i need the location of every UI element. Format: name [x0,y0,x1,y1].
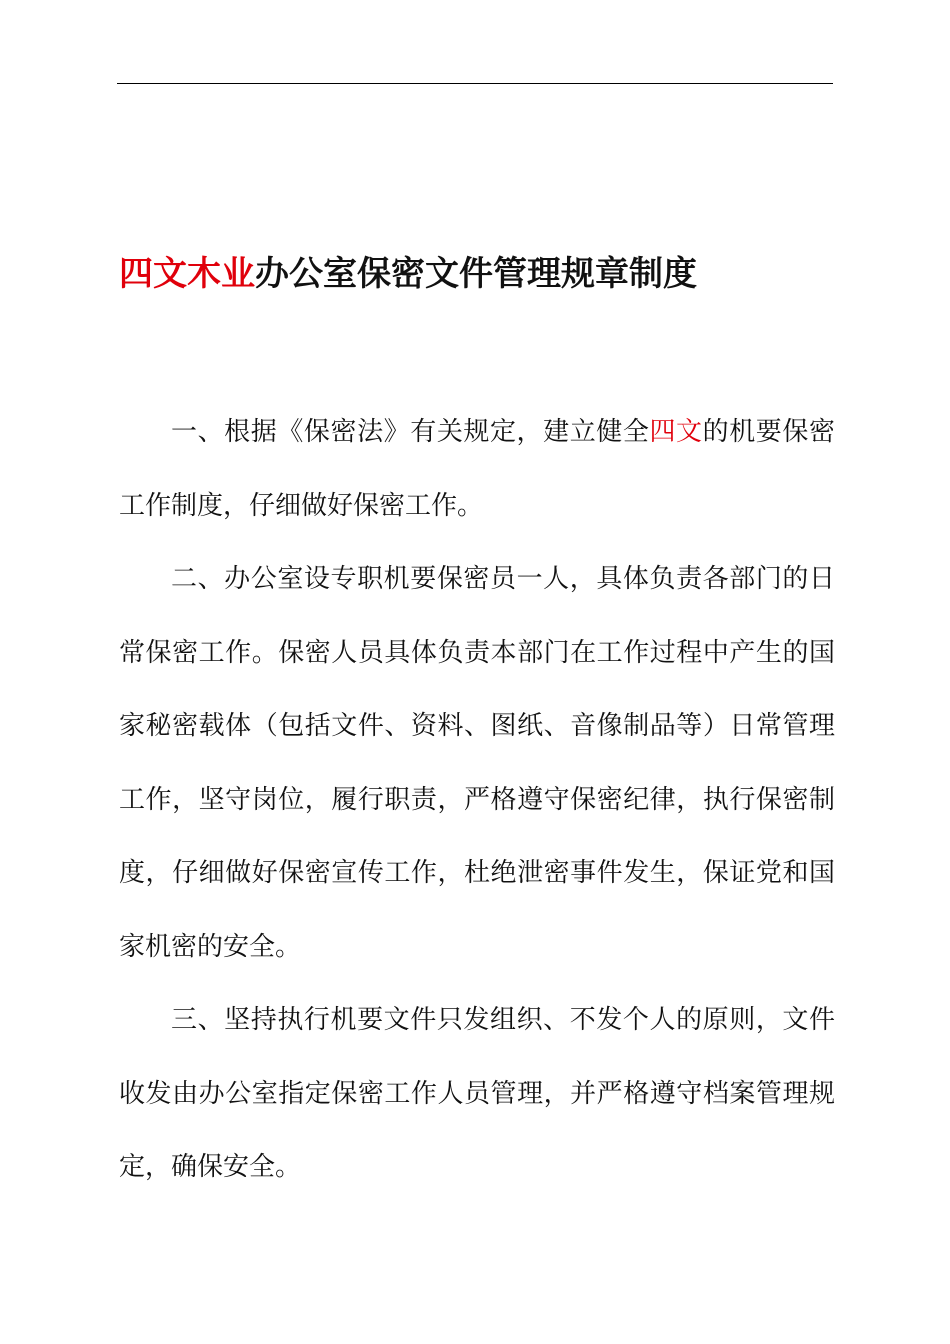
page-title [119,248,835,300]
paragraph-1 [119,396,835,543]
paragraph-1-before: 一、根据《保密法》有关规定，建立健全 [171,417,650,447]
paragraph-3: 三、坚持执行机要文件只发组织、不发个人的原则，文件收发由办公室指定保密工作人员管理，并严格遵守档案管理规定，确保安全。 [119,1005,835,1182]
paragraph-1-highlight: 四文 [649,417,703,447]
header-rule [117,83,833,84]
title-rest: 办公室保密文件管理规章制度 [255,254,697,294]
paragraph-2: 二、办公室设专职机要保密员一人，具体负责各部门的日常保密工作。保密人员具体负责本部门在工作过程中产生的国家秘密载体（包括文件、资料、图纸、音像制品等）日常管理工作，坚守岗位，履行职责，严格遵守保密纪律，执行保密制度，仔细做好保密宣传工作，杜绝泄密事件发生，保证党和国家机密的安全。 [119,564,835,962]
paragraph-1-after: 的机要保密工作制度，仔细做好保密工作。 [119,417,835,521]
document-body [119,396,835,1205]
title-company: 四文木业 [119,254,255,294]
